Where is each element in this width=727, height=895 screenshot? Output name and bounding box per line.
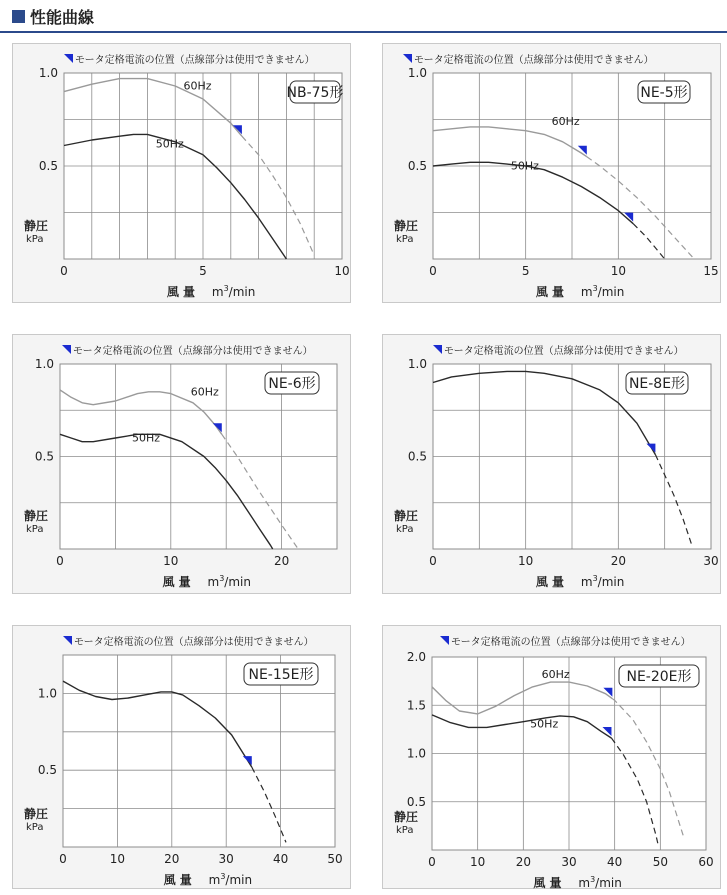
x-tick-label: 20 [164, 852, 180, 866]
y-tick-label: 0.5 [406, 794, 426, 809]
x-tick-label: 10 [470, 855, 486, 869]
chart-nb75 [13, 44, 352, 304]
y-tick-label: 1.0 [34, 357, 54, 371]
x-tick-label: 0 [59, 852, 67, 866]
chart-panel-nb75 [12, 43, 351, 303]
y-axis-unit: kPa [396, 234, 414, 245]
y-tick-label: 1.0 [407, 66, 427, 80]
x-axis-unit: $m^3/\min$ [580, 574, 625, 589]
chart-panel-ne8e [382, 334, 721, 594]
y-tick-label: 1.0 [406, 746, 426, 761]
series-label: 50Hz [155, 137, 184, 151]
y-tick-label: 1.5 [406, 698, 426, 713]
x-tick-label: 30 [218, 852, 234, 866]
y-tick-label: 1.0 [37, 686, 57, 701]
x-tick-label: 0 [429, 554, 437, 568]
y-axis-unit: kPa [396, 524, 414, 535]
header-divider [0, 31, 727, 33]
x-tick-label: 0 [56, 554, 64, 568]
x-tick-label: 40 [272, 852, 289, 866]
rated-marker-legend-icon [440, 636, 449, 645]
y-axis-unit: kPa [26, 822, 44, 833]
legend-note: モータ定格電流の位置（点線部分は使用できません） [74, 637, 314, 648]
x-axis-unit: $m^3/\min$ [208, 872, 253, 887]
x-tick-label: 15 [703, 264, 719, 278]
section-title: 性能曲線 [30, 8, 95, 27]
chart-ne5 [383, 44, 722, 304]
y-tick-label: 0.5 [34, 449, 54, 464]
header-square-icon [12, 10, 25, 23]
legend-note: モータ定格電流の位置（点線部分は使用できません） [451, 637, 691, 648]
x-axis-title: 風 量 [535, 575, 565, 589]
rated-marker-legend-icon [433, 345, 442, 354]
x-tick-label: 10 [163, 554, 179, 568]
chart-ne15e [13, 626, 352, 890]
model-name: NE-15E形 [248, 667, 314, 683]
chart-panel-ne5 [382, 43, 721, 303]
x-axis-unit: $m^3/\min$ [580, 284, 625, 299]
y-axis-unit: kPa [26, 234, 44, 245]
series-label: 50Hz [132, 431, 161, 445]
series-label: 60Hz [551, 115, 580, 129]
y-axis-unit: kPa [396, 825, 414, 836]
chart-ne6 [13, 335, 352, 595]
x-tick-label: 30 [703, 554, 719, 568]
y-axis-unit: kPa [26, 524, 44, 535]
model-name: NE-5形 [640, 85, 688, 101]
rated-marker-legend-icon [63, 636, 72, 645]
x-tick-label: 0 [429, 264, 437, 278]
model-name: NE-6形 [268, 376, 316, 392]
x-tick-label: 20 [273, 554, 290, 568]
y-axis-title: 静圧 [24, 219, 49, 233]
x-axis-title: 風 量 [162, 575, 191, 589]
x-tick-label: 20 [610, 554, 626, 568]
y-tick-label: 1.0 [38, 66, 58, 80]
y-tick-label: 2.0 [406, 650, 426, 664]
y-axis-title: 静圧 [24, 509, 49, 523]
x-tick-label: 40 [607, 855, 623, 869]
series-label: 60Hz [190, 385, 219, 399]
y-tick-label: 0.5 [37, 763, 57, 778]
series-label: 50Hz [530, 717, 559, 731]
x-tick-label: 0 [428, 855, 436, 869]
chart-panel-ne6 [12, 334, 351, 594]
series-label: 50Hz [510, 159, 539, 173]
x-axis-title: 風 量 [533, 876, 562, 890]
model-name: NE-8E形 [628, 376, 686, 392]
chart-ne20e [383, 626, 722, 890]
x-tick-label: 50 [327, 852, 343, 866]
x-axis-unit: $m^3/\min$ [207, 574, 251, 589]
x-axis-title: 風 量 [535, 285, 565, 299]
y-tick-label: 0.5 [38, 159, 58, 173]
legend-note: モータ定格電流の位置（点線部分は使用できません） [414, 55, 654, 66]
x-tick-label: 10 [610, 264, 626, 278]
y-tick-label: 0.5 [407, 449, 427, 464]
legend-note: モータ定格電流の位置（点線部分は使用できません） [73, 346, 313, 357]
series-label: 60Hz [541, 668, 570, 682]
model-name: NB-75形 [286, 85, 344, 101]
x-tick-label: 5 [521, 264, 530, 278]
legend-note: モータ定格電流の位置（点線部分は使用できません） [75, 55, 315, 66]
x-tick-label: 10 [334, 264, 350, 278]
chart-panel-ne15e [12, 625, 351, 889]
x-axis-title: 風 量 [163, 873, 192, 887]
x-tick-label: 30 [561, 855, 577, 869]
x-axis-unit: $m^3/\min$ [578, 875, 622, 890]
model-name: NE-20E形 [626, 669, 692, 685]
x-tick-label: 20 [515, 855, 531, 869]
y-axis-title: 静圧 [394, 810, 419, 824]
x-axis-title: 風 量 [166, 285, 196, 299]
x-tick-label: 10 [518, 554, 534, 568]
x-tick-label: 10 [109, 852, 126, 866]
x-tick-label: 0 [60, 264, 68, 278]
chart-panel-ne20e [382, 625, 721, 889]
x-axis-unit: $m^3/\min$ [211, 284, 256, 299]
y-tick-label: 0.5 [407, 159, 427, 173]
series-label: 60Hz [183, 79, 212, 93]
y-axis-title: 静圧 [24, 807, 49, 821]
chart-ne8e [383, 335, 722, 595]
y-axis-title: 静圧 [394, 509, 419, 523]
section-header [0, 0, 727, 34]
x-tick-label: 60 [698, 855, 714, 869]
x-tick-label: 5 [199, 264, 207, 278]
rated-marker-legend-icon [403, 54, 412, 63]
legend-note: モータ定格電流の位置（点線部分は使用できません） [444, 346, 684, 357]
rated-marker-legend-icon [64, 54, 73, 63]
y-tick-label: 1.0 [407, 357, 427, 371]
x-tick-label: 50 [652, 855, 668, 869]
rated-marker-legend-icon [62, 345, 71, 354]
y-axis-title: 静圧 [394, 219, 419, 233]
